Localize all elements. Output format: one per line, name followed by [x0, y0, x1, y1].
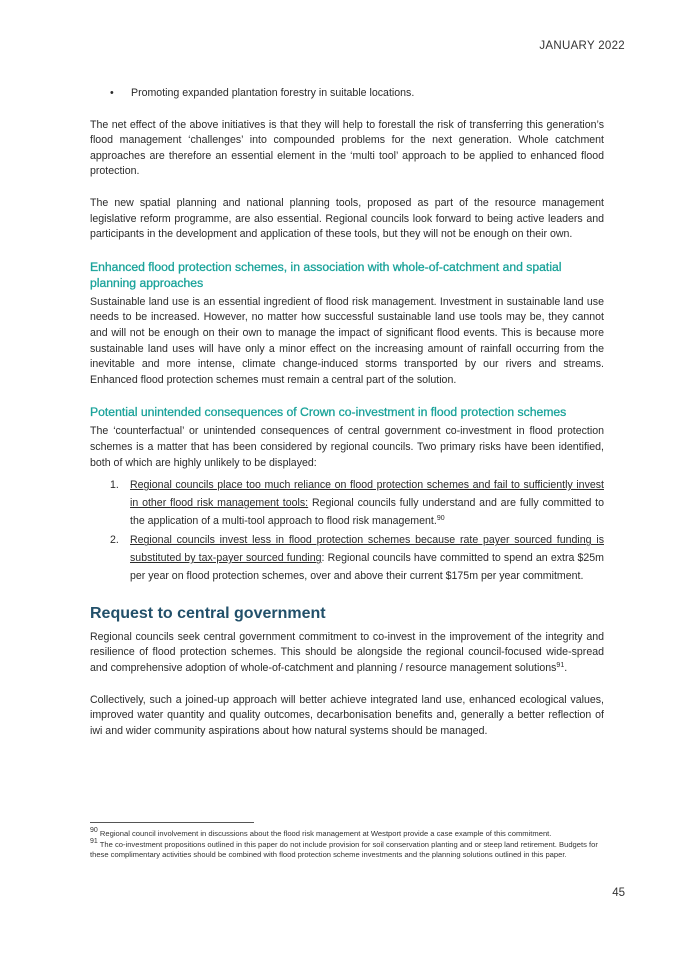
paragraph-counterfactual: The ‘counterfactual’ or unintended consequences of central government co-investment in flood protection schemes is a matter that has been considered by regional councils. Two primary risks have been identified, both of which are highly unlikely to be displayed: — [90, 425, 604, 469]
bullet-icon: • — [110, 87, 114, 99]
list-text — [130, 477, 604, 530]
footnote-number: 90 — [90, 827, 98, 834]
paragraph-request — [90, 630, 604, 677]
page-body — [90, 86, 604, 739]
footnote-ref[interactable]: 90 — [436, 514, 445, 522]
bullet-text: Promoting expanded plantation forestry in suitable locations. — [131, 87, 415, 99]
heading-enhanced-flood-protection: Enhanced flood protection schemes, in association with whole-of-catchment and spatial planning approaches — [90, 259, 562, 290]
list-underlined-text: Regional councils invest less in flood protection schemes because rate payer sourced funding is substituted by tax-payer sourced funding — [130, 534, 604, 565]
paragraph-joined-up: Collectively, such a joined-up approach will better achieve integrated land use, enhanced ecological values, improved water quantity and quality outcomes, decarbonisation benefits and, generally a better reflection of iwi and wider community aspirations about how natural systems should be managed. — [90, 693, 604, 737]
list-number: 2. — [110, 534, 119, 547]
footnote-text: Regional council involvement in discussions about the flood risk management at Westport provide a case example of this commitment. — [97, 829, 552, 838]
heading-unintended-consequences: Potential unintended consequences of Crown co-investment in flood protection schemes — [90, 405, 567, 420]
risks-list — [90, 477, 604, 586]
list-rest-text: Regional councils fully understand and are fully committed to the application of a multi-tool approach to flood risk management. — [130, 496, 605, 527]
footnote-item — [90, 837, 604, 861]
footnote-divider — [90, 822, 254, 823]
paragraph-spatial-planning: The new spatial planning and national planning tools, proposed as part of the resource management legislative reform programme, are also essential. Regional councils look forward to being active leaders and participants in the development and application of these tools, but they will not be enough on their own. — [90, 196, 604, 241]
footnote-item — [90, 829, 604, 840]
list-text — [130, 532, 604, 585]
paragraph-net-effect: The net effect of the above initiatives is that they will help to forestall the risk of transferring this generation’s flood management ‘challenges’ into compounded problems for the next generation. Whole catchment approaches are therefore an essential element in the ‘multi tool’ approach to be applied to enhanced flood protection. — [90, 118, 604, 178]
paragraph-request-text: Regional councils seek central government commitment to co-invest in the improvement of the integrity and resilience of flood protection schemes. This should be alongside the regional council-focused wide-spread and comprehensive adoption of whole-of-catchment and planning / resource management solutions — [90, 630, 604, 675]
footnote-number: 91 — [90, 837, 98, 845]
list-item — [90, 477, 604, 530]
paragraph-sustainable-land-use: Sustainable land use is an essential ingredient of flood risk management. Investment in sustainable land use needs to be increased. However, no matter how successful sustainable land use tools may be, they cannot and will not be enough on their own to manage the impact of significant flood events. This is because more sustainable land uses will have only a minor effect on the increasing amount of rainfall occurring from the inevitable and more intense, climate change-induced storms transported by our rivers and streams. Enhanced flood protection schemes must remain a central part of the solution. — [90, 295, 604, 386]
list-item — [90, 532, 604, 585]
bullet-item — [110, 86, 604, 102]
heading-request-central-government: Request to central government — [90, 604, 326, 622]
list-underlined-text: Regional councils place too much reliance on flood protection schemes and fail to sufficiently invest in other flood risk management tools: — [130, 479, 604, 509]
paragraph-request-end: . — [564, 662, 568, 675]
list-rest-text: : Regional councils have committed to spend an extra $25m per year on flood protection schemes, over and above their current $175m per year commitment. — [130, 552, 604, 583]
footnote-ref[interactable]: 91 — [556, 662, 565, 670]
footnotes — [90, 822, 604, 861]
header-date: JANUARY 2022 — [539, 40, 625, 52]
page-number: 45 — [612, 887, 625, 899]
footnote-text: The co-investment propositions outlined in this paper do not include provision for soil conservation planting and or steep land retirement. Budgets for these complimentary activities should be combined with flood protection scheme investments and the planning solutions outlined in this paper. — [90, 839, 598, 860]
list-number: 1. — [110, 479, 119, 492]
